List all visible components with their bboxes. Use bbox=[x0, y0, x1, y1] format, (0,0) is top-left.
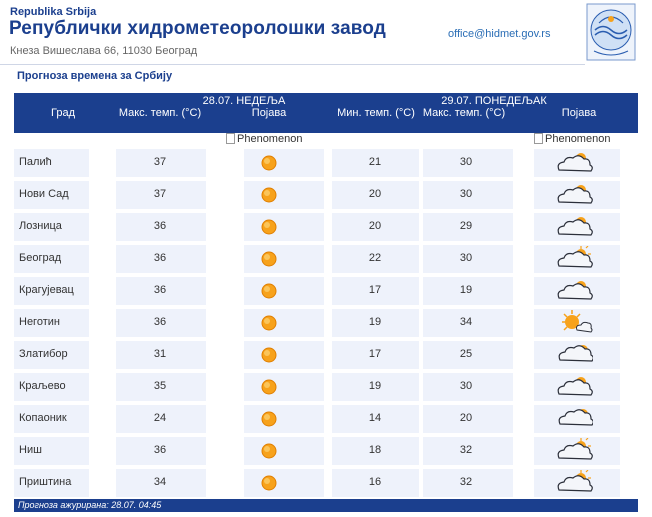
table-row bbox=[14, 404, 638, 436]
table-row bbox=[14, 180, 638, 212]
max-temp-day1: 36 bbox=[153, 220, 167, 232]
row-band bbox=[244, 341, 324, 369]
col-phenomenon-day1: Појава bbox=[251, 107, 287, 119]
max-temp-day2: 32 bbox=[459, 444, 473, 456]
partly-cloudy-icon bbox=[557, 246, 593, 272]
max-temp-day2: 20 bbox=[459, 412, 473, 424]
min-temp-day2: 19 bbox=[368, 316, 382, 328]
city-name: Ниш bbox=[19, 444, 42, 456]
max-temp-day2: 32 bbox=[459, 476, 473, 488]
col-phenomenon-day2: Појава bbox=[561, 107, 597, 119]
min-temp-day2: 18 bbox=[368, 444, 382, 456]
max-temp-day1: 24 bbox=[153, 412, 167, 424]
row-band bbox=[244, 277, 324, 305]
city-name: Неготин bbox=[19, 316, 60, 328]
max-temp-day2: 30 bbox=[459, 156, 473, 168]
date-day2: 29.07. ПОНЕДЕЉАК bbox=[441, 95, 547, 107]
sun-icon bbox=[260, 410, 278, 428]
max-temp-day2: 25 bbox=[459, 348, 473, 360]
min-temp-day2: 20 bbox=[368, 220, 382, 232]
table-row bbox=[14, 212, 638, 244]
row-band bbox=[244, 245, 324, 273]
max-temp-day1: 35 bbox=[153, 380, 167, 392]
col-min-temp-day2: Мин. темп. (°C) bbox=[337, 107, 415, 119]
table-row bbox=[14, 372, 638, 404]
date-day1: 28.07. НЕДЕЉА bbox=[202, 95, 286, 107]
max-temp-day1: 36 bbox=[153, 284, 167, 296]
sun-icon bbox=[260, 154, 278, 172]
sun-icon bbox=[260, 346, 278, 364]
city-name: Приштина bbox=[19, 476, 72, 488]
max-temp-day2: 29 bbox=[459, 220, 473, 232]
sun-icon bbox=[260, 282, 278, 300]
city-name: Нови Сад bbox=[19, 188, 69, 200]
sun-icon bbox=[260, 250, 278, 268]
mostly-sunny-icon bbox=[557, 310, 593, 336]
min-temp-day2: 22 bbox=[368, 252, 382, 264]
row-band bbox=[244, 405, 324, 433]
row-band bbox=[244, 213, 324, 241]
col-max-temp-day2: Макс. темп. (°C) bbox=[422, 107, 506, 119]
min-temp-day2: 17 bbox=[368, 348, 382, 360]
table-row bbox=[14, 340, 638, 372]
table-header bbox=[14, 93, 638, 133]
max-temp-day1: 34 bbox=[153, 476, 167, 488]
max-temp-day1: 36 bbox=[153, 316, 167, 328]
table-row bbox=[14, 244, 638, 276]
row-band bbox=[244, 469, 324, 497]
city-name: Краљево bbox=[19, 380, 66, 392]
max-temp-day1: 36 bbox=[153, 252, 167, 264]
row-band bbox=[244, 181, 324, 209]
city-name: Крагујевац bbox=[19, 284, 74, 296]
cloudy-icon bbox=[557, 150, 593, 176]
header-divider bbox=[0, 64, 585, 65]
row-band bbox=[244, 149, 324, 177]
sun-icon bbox=[260, 186, 278, 204]
table-row bbox=[14, 468, 638, 500]
sun-icon bbox=[260, 314, 278, 332]
header-small-title: Republika Srbija bbox=[10, 6, 97, 18]
cloudy-sun-icon bbox=[557, 406, 593, 432]
row-band bbox=[244, 373, 324, 401]
min-temp-day2: 16 bbox=[368, 476, 382, 488]
sun-icon bbox=[260, 378, 278, 396]
table-row bbox=[14, 436, 638, 468]
cloudy-sun-icon bbox=[557, 342, 593, 368]
update-footer: Прогноза ажурирана: 28.07. 04:45 bbox=[14, 499, 638, 512]
min-temp-day2: 14 bbox=[368, 412, 382, 424]
email-link[interactable]: office@hidmet.gov.rs bbox=[448, 28, 551, 40]
header-main-title: Републички хидрометеоролошки завод bbox=[9, 18, 386, 39]
cloudy-icon bbox=[557, 278, 593, 304]
max-temp-day1: 31 bbox=[153, 348, 167, 360]
row-band bbox=[244, 309, 324, 337]
phenomenon-image-alt: Phenomenon bbox=[226, 133, 302, 145]
header-address: Кнеза Вишеслава 66, 11030 Београд bbox=[10, 45, 198, 57]
city-name: Београд bbox=[19, 252, 62, 264]
min-temp-day2: 21 bbox=[368, 156, 382, 168]
city-name: Палић bbox=[19, 156, 52, 168]
table-row bbox=[14, 276, 638, 308]
cloudy-icon bbox=[557, 374, 593, 400]
city-name: Копаоник bbox=[19, 412, 67, 424]
partly-cloudy-icon bbox=[557, 470, 593, 496]
phenomenon-image-alt: Phenomenon bbox=[534, 133, 610, 145]
col-city: Град bbox=[51, 107, 75, 119]
broken-image-icon bbox=[226, 133, 235, 144]
sun-icon bbox=[260, 474, 278, 492]
min-temp-day2: 20 bbox=[368, 188, 382, 200]
max-temp-day1: 37 bbox=[153, 188, 167, 200]
broken-image-icon bbox=[534, 133, 543, 144]
forecast-section-title: Прогноза времена за Србију bbox=[17, 70, 173, 82]
cloudy-icon bbox=[557, 182, 593, 208]
city-name: Лозница bbox=[19, 220, 62, 232]
max-temp-day2: 30 bbox=[459, 188, 473, 200]
max-temp-day2: 30 bbox=[459, 252, 473, 264]
col-max-temp-day1: Макс. темп. (°C) bbox=[118, 107, 202, 119]
site-header bbox=[0, 0, 652, 70]
rhmz-logo-icon[interactable] bbox=[586, 3, 636, 61]
min-temp-day2: 19 bbox=[368, 380, 382, 392]
sun-icon bbox=[260, 442, 278, 460]
max-temp-day2: 34 bbox=[459, 316, 473, 328]
min-temp-day2: 17 bbox=[368, 284, 382, 296]
table-row bbox=[14, 148, 638, 180]
cloudy-icon bbox=[557, 214, 593, 240]
partly-cloudy-icon bbox=[557, 438, 593, 464]
max-temp-day1: 36 bbox=[153, 444, 167, 456]
max-temp-day1: 37 bbox=[153, 156, 167, 168]
max-temp-day2: 30 bbox=[459, 380, 473, 392]
row-band bbox=[244, 437, 324, 465]
sun-icon bbox=[260, 218, 278, 236]
city-name: Златибор bbox=[19, 348, 68, 360]
max-temp-day2: 19 bbox=[459, 284, 473, 296]
table-row bbox=[14, 308, 638, 340]
